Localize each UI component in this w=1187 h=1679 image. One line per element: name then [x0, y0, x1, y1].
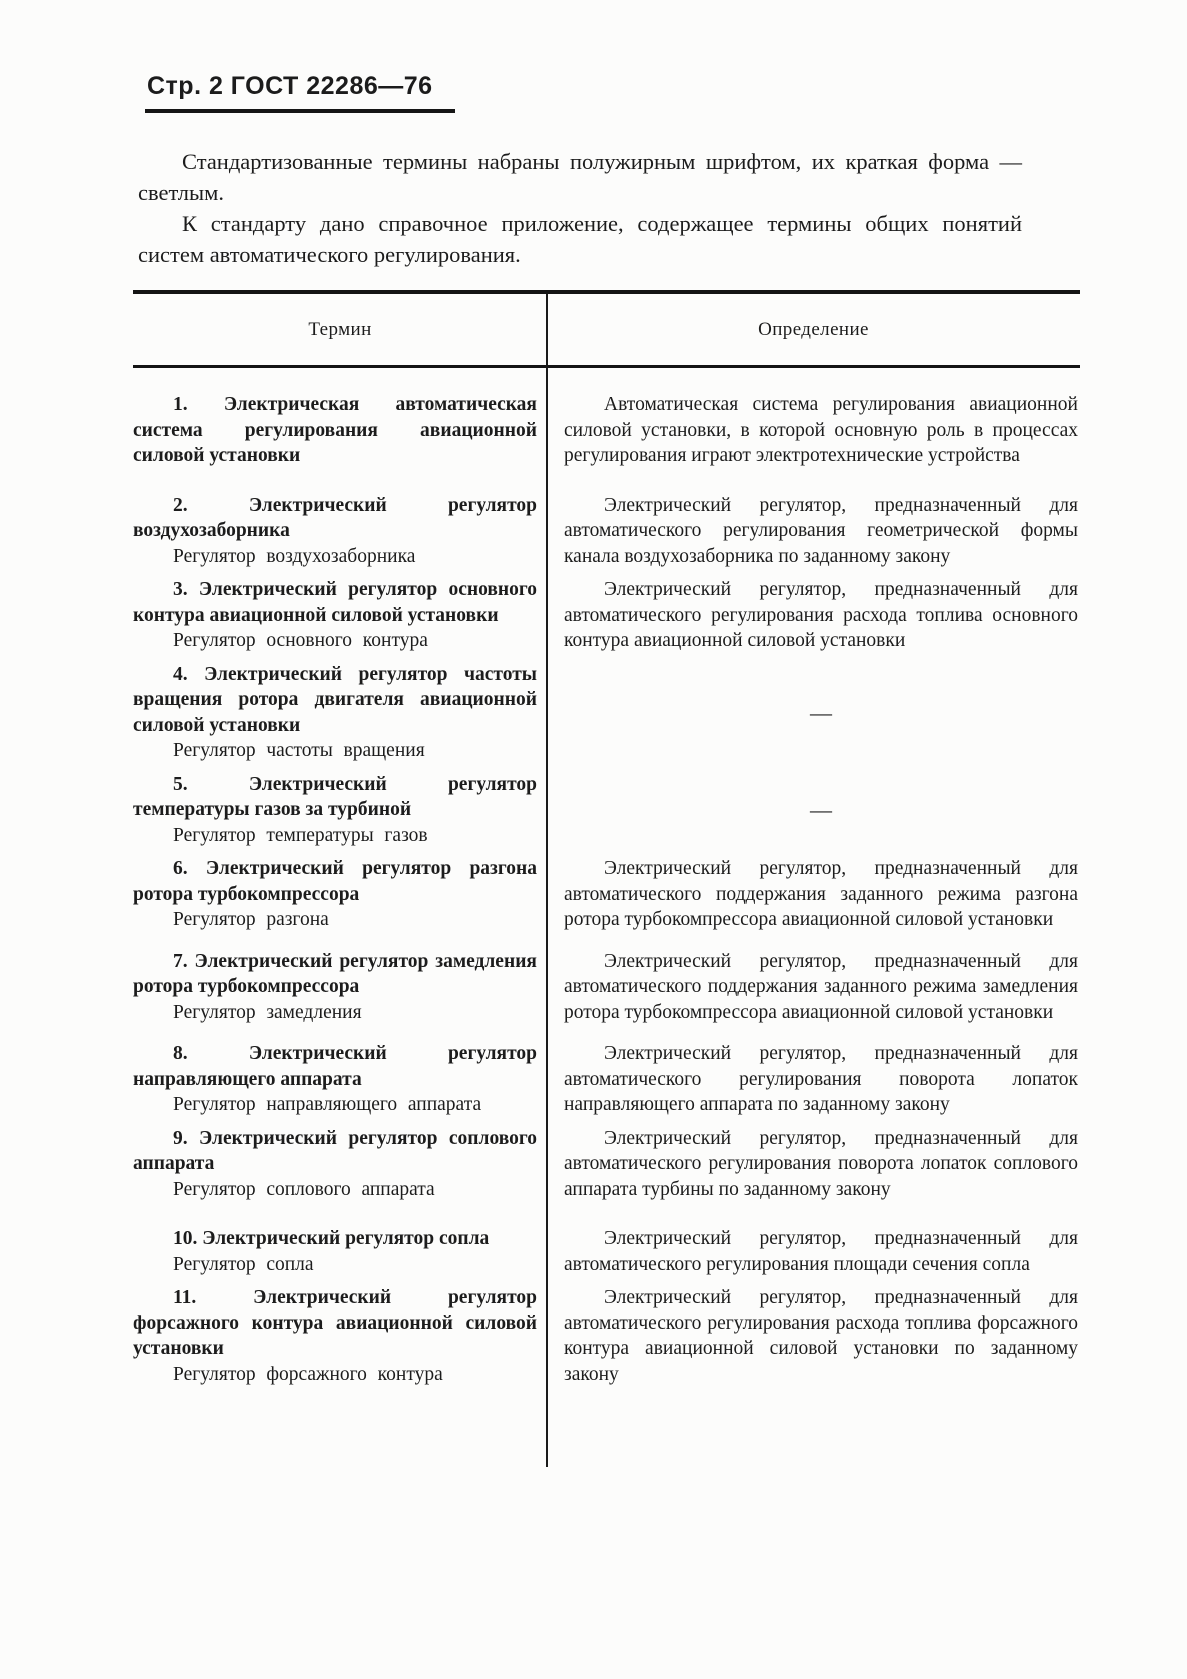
definition-cell: [547, 1126, 1080, 1203]
table-row: [133, 493, 1080, 570]
definition-text: Электрический регулятор, предназначенный для автоматического регулирования геометрической формы канала воздухозаборника по заданному закону: [564, 494, 1078, 567]
definition-text: —: [810, 699, 832, 725]
term-short-form: Регулятор частоты вращения: [173, 740, 425, 761]
definition-text: —: [810, 797, 832, 822]
intro-block: [138, 146, 1022, 270]
term-cell: [133, 577, 547, 654]
column-divider: [546, 294, 548, 1467]
term-short-form: Регулятор воздухозаборника: [173, 545, 416, 567]
column-header-definition: Определение: [758, 318, 869, 340]
definition-text: Электрический регулятор, предназначенный для автоматического регулирования поворота лопаток направляющего аппарата по заданному закону: [564, 1043, 1078, 1115]
definition-text: Электрический регулятор, предназначенный для автоматического поддержания заданного режима разгона ротора турбокомпрессора авиационной силовой установки: [564, 858, 1078, 930]
term-short-form: Регулятор направляющего аппарата: [173, 1094, 482, 1115]
table-row: [133, 772, 1080, 849]
intro-paragraph-1: Стандартизованные термины набраны полужирным шрифтом, их краткая форма — светлым.: [138, 149, 1022, 205]
term-short-form: Регулятор температуры газов: [173, 824, 428, 846]
term-cell: [133, 493, 547, 570]
table-header-row: [133, 294, 1080, 368]
definition-text: Электрический регулятор, предназначенный для автоматического регулирования площади сечения сопла: [564, 1228, 1078, 1275]
term-cell: [133, 1126, 547, 1203]
intro-paragraph-2: К стандарту дано справочное приложение, содержащее термины общих понятий систем автоматического регулирования.: [138, 211, 1022, 267]
definition-cell: [547, 662, 1080, 764]
table-row: [133, 949, 1080, 1026]
term-text: 2. Электрический регулятор воздухозаборника: [133, 494, 537, 541]
definition-cell: [547, 493, 1080, 570]
term-text: 6. Электрический регулятор разгона ротора турбокомпрессора: [133, 858, 537, 905]
term-cell: [133, 772, 547, 849]
column-header-term: Термин: [308, 318, 372, 340]
definition-cell: [547, 577, 1080, 654]
term-cell: [133, 856, 547, 933]
table-body: [133, 368, 1080, 1467]
definition-cell: [547, 949, 1080, 1026]
definition-cell: [547, 1226, 1080, 1277]
definition-cell: [547, 856, 1080, 933]
term-cell: [133, 1285, 547, 1387]
term-text: 5. Электрический регулятор температуры газов за турбиной: [133, 773, 537, 820]
term-text: 1. Электрическая автоматическая система регулирования авиационной силовой установки: [133, 394, 537, 466]
definition-text: Электрический регулятор, предназначенный для автоматического регулирования расхода топлива форсажного контура авиационной силовой установки по заданному закону: [564, 1287, 1078, 1385]
terms-table: [133, 290, 1080, 1467]
table-row: [133, 392, 1080, 469]
term-short-form: Регулятор форсажного контура: [173, 1363, 443, 1385]
definition-cell: [547, 1285, 1080, 1387]
term-text: 11. Электрический регулятор форсажного контура авиационной силовой установки: [133, 1287, 537, 1359]
table-row: [133, 1041, 1080, 1118]
definition-cell: [547, 772, 1080, 849]
definition-text: Электрический регулятор, предназначенный для автоматического регулирования расхода топлива основного контура авиационной силовой установки: [564, 579, 1078, 651]
table-row: [133, 1285, 1080, 1387]
term-short-form: Регулятор замедления: [173, 1001, 362, 1023]
definition-text: Электрический регулятор, предназначенный для автоматического поддержания заданного режима замедления ротора турбокомпрессора авиационной силовой установки: [564, 950, 1078, 1023]
definition-text: Электрический регулятор, предназначенный для автоматического регулирования поворота лопаток соплового аппарата турбины по заданному закону: [564, 1127, 1078, 1200]
term-cell: [133, 392, 547, 469]
term-text: 8. Электрический регулятор направляющего аппарата: [133, 1043, 537, 1090]
term-short-form: Регулятор основного контура: [173, 630, 428, 651]
definition-cell: [547, 1041, 1080, 1118]
term-cell: [133, 1041, 547, 1118]
table-row: [133, 1226, 1080, 1277]
term-text: 7. Электрический регулятор замедления ротора турбокомпрессора: [133, 950, 537, 997]
definition-cell: [547, 392, 1080, 469]
term-cell: [133, 949, 547, 1026]
term-short-form: Регулятор сопла: [173, 1253, 314, 1275]
term-cell: [133, 1226, 547, 1277]
term-text: 4. Электрический регулятор частоты вращения ротора двигателя авиационной силовой установки: [133, 663, 537, 736]
term-text: 9. Электрический регулятор соплового аппарата: [133, 1127, 537, 1174]
term-text: 3. Электрический регулятор основного контура авиационной силовой установки: [133, 579, 537, 626]
table-row: [133, 577, 1080, 654]
table-row: [133, 662, 1080, 764]
page-header: Стр. 2 ГОСТ 22286—76: [145, 72, 455, 113]
term-short-form: Регулятор разгона: [173, 909, 329, 930]
term-text: 10. Электрический регулятор сопла: [173, 1228, 490, 1249]
definition-text: Автоматическая система регулирования авиационной силовой установки, в которой основную роль в процессах регулирования играют электротехнические устройства: [564, 394, 1078, 466]
term-cell: [133, 662, 547, 764]
table-row: [133, 856, 1080, 933]
term-short-form: Регулятор соплового аппарата: [173, 1178, 435, 1200]
table-row: [133, 1126, 1080, 1203]
